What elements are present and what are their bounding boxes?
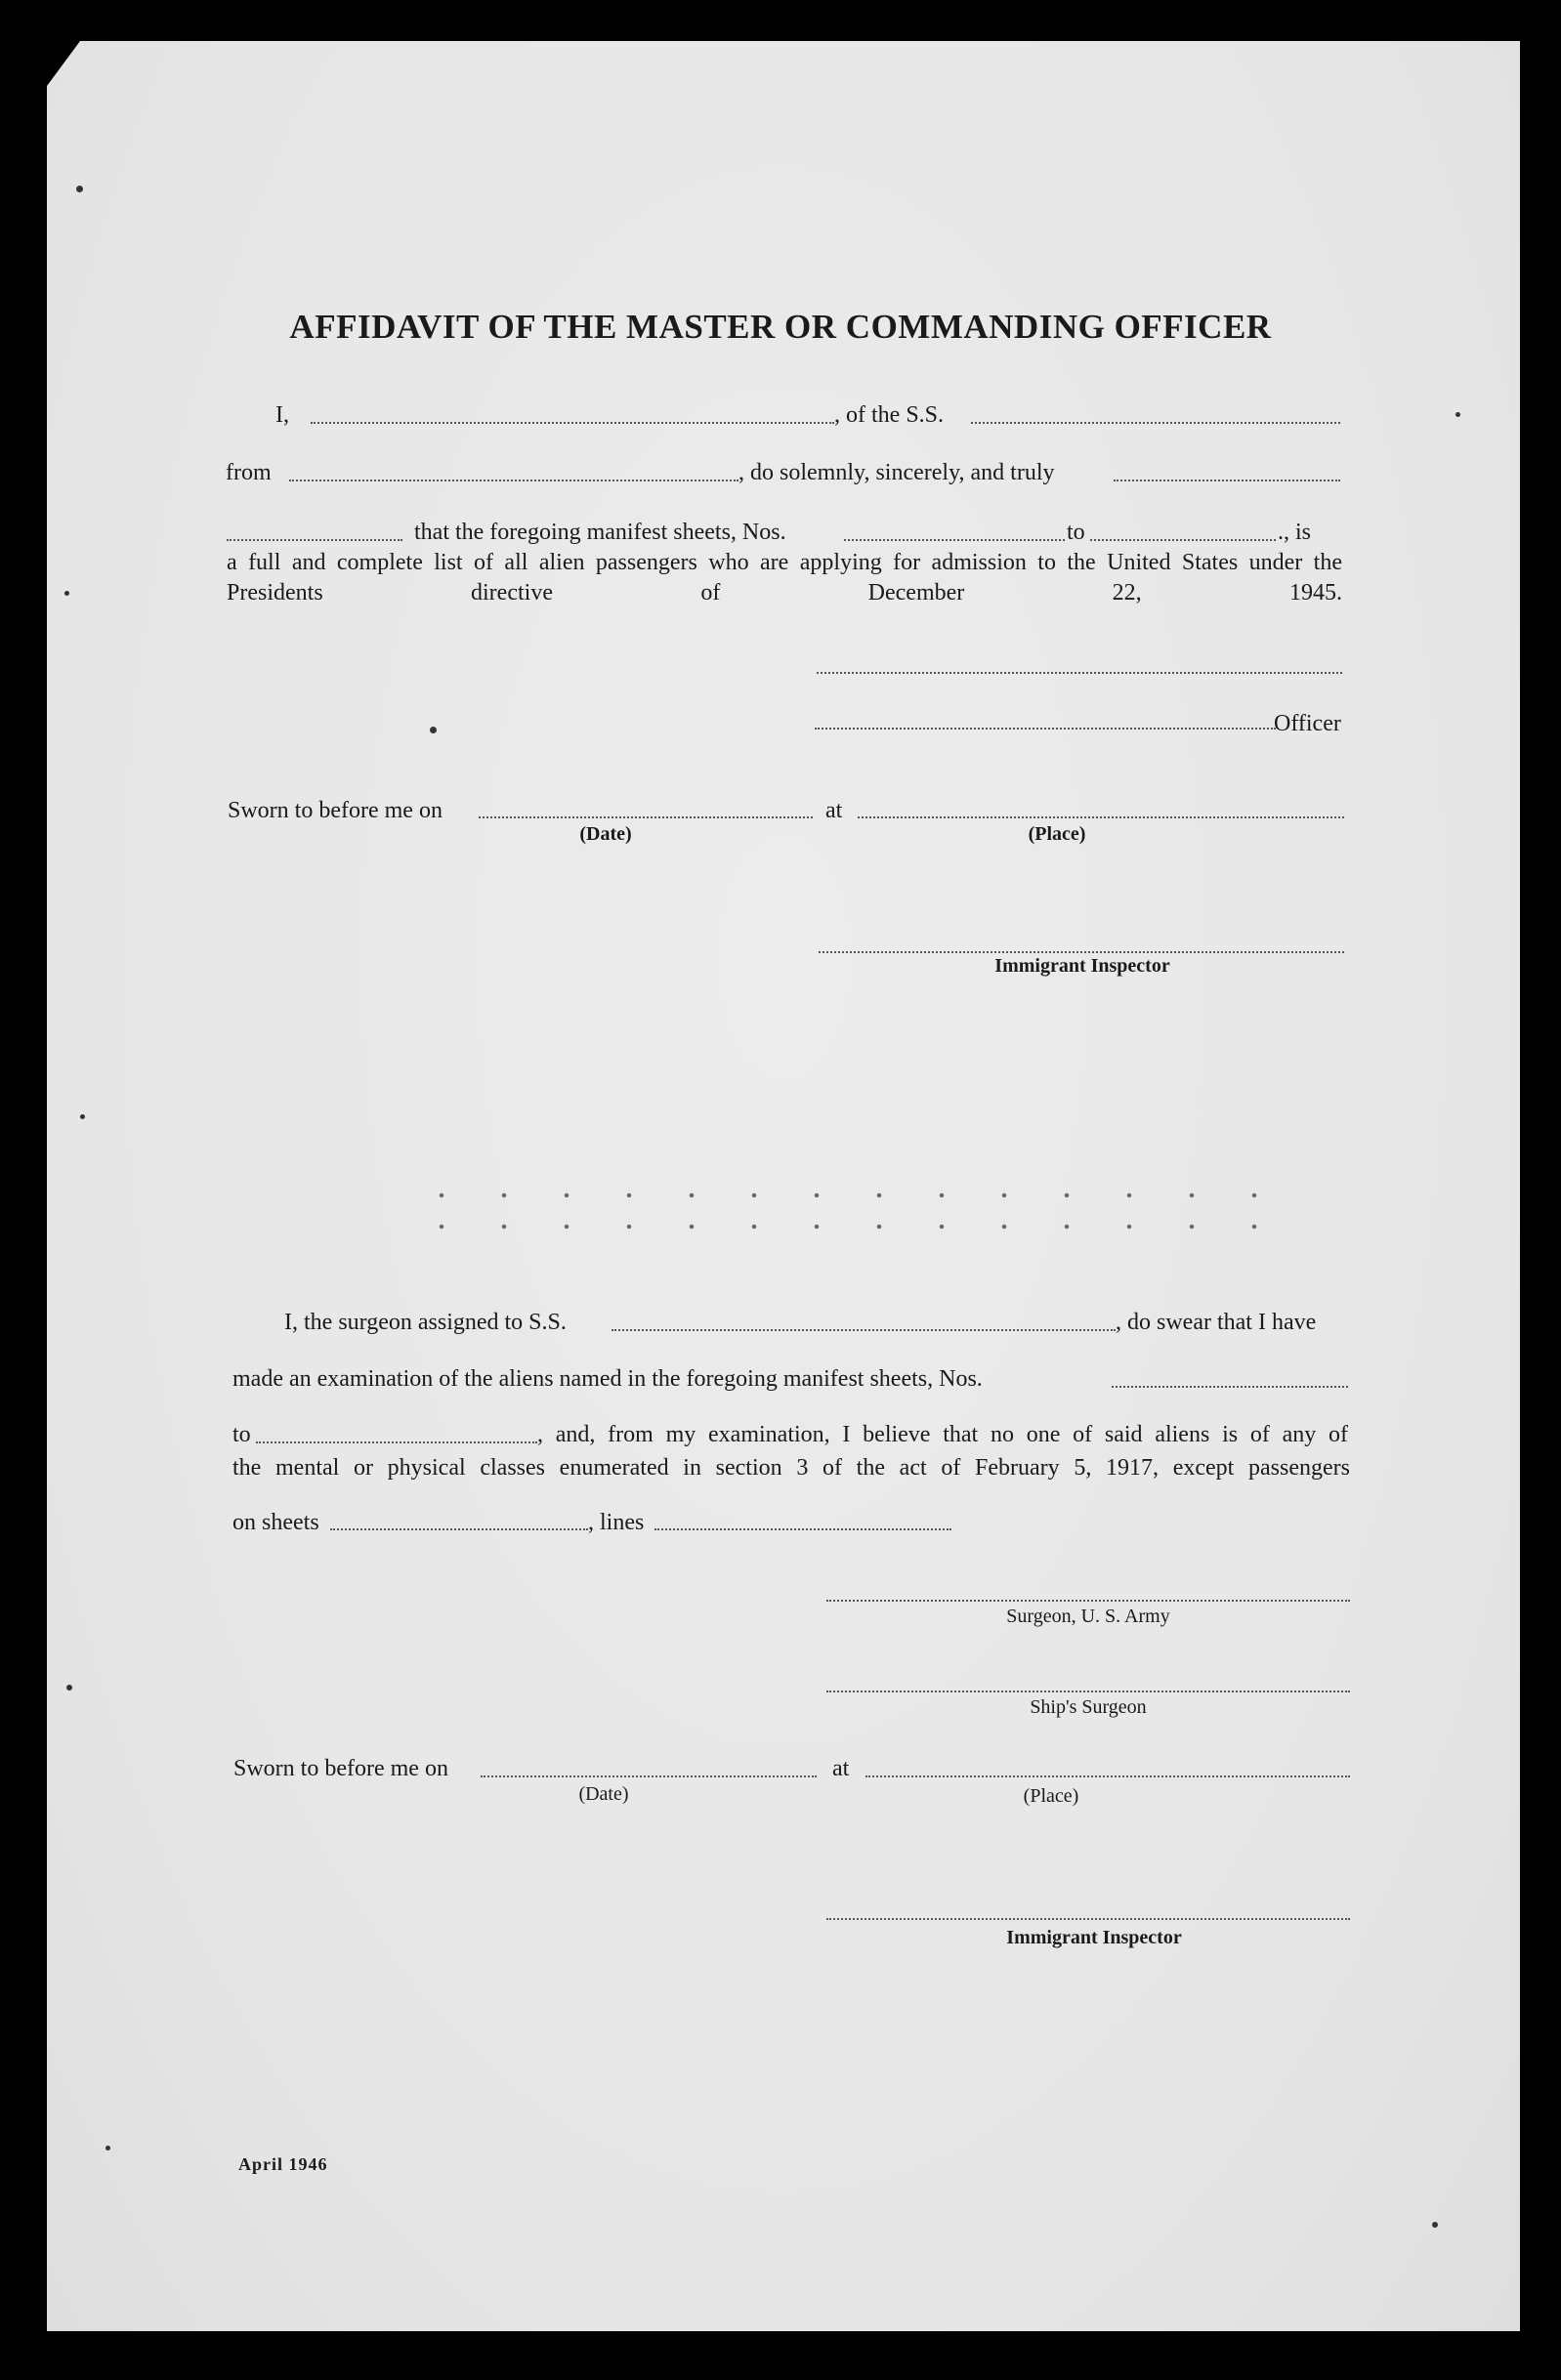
surgeon-line-3-start: to xyxy=(232,1422,251,1447)
sworn-label-2: Sworn to before me on xyxy=(233,1756,448,1781)
label-to: to xyxy=(1067,520,1085,545)
except-lines-field[interactable] xyxy=(654,1528,951,1530)
inspector-caption-1: Immigrant Inspector xyxy=(994,955,1170,977)
inspector-signature-line-1[interactable] xyxy=(819,951,1344,953)
surgeon-line-5-mid: , lines xyxy=(588,1510,645,1535)
oath-word-field-2[interactable] xyxy=(227,539,402,541)
surgeon-line-5-start: on sheets xyxy=(232,1510,319,1535)
label-of-ss: , of the S.S. xyxy=(834,402,945,428)
scan-speck xyxy=(76,186,83,192)
date-caption-2: (Date) xyxy=(578,1783,629,1805)
at-label-1: at xyxy=(825,798,843,823)
place-caption-2: (Place) xyxy=(1023,1785,1079,1807)
officer-signature-line-1[interactable] xyxy=(817,672,1342,674)
scan-speck xyxy=(1432,2222,1438,2228)
except-sheets-field[interactable] xyxy=(330,1528,588,1530)
at-label-2: at xyxy=(832,1756,850,1781)
ship-surgeon-caption: Ship's Surgeon xyxy=(1030,1696,1147,1718)
sworn-place-field-1[interactable] xyxy=(858,816,1344,818)
surgeon-sheets-from-field[interactable] xyxy=(1112,1386,1348,1388)
officer-label: Officer xyxy=(1274,711,1341,736)
sworn-place-field-2[interactable] xyxy=(865,1775,1350,1777)
surgeon-sheets-to-field[interactable] xyxy=(256,1441,537,1443)
master-name-field[interactable] xyxy=(311,422,834,424)
sheets-to-field[interactable] xyxy=(1090,539,1276,541)
scan-speck xyxy=(430,727,437,733)
document-title: AFFIDAVIT OF THE MASTER OR COMMANDING OFFICER xyxy=(289,308,1272,346)
label-manifest-sheets: that the foregoing manifest sheets, Nos. xyxy=(414,520,786,545)
section-divider xyxy=(410,1180,1309,1248)
from-port-field[interactable] xyxy=(289,480,738,481)
sworn-date-field-2[interactable] xyxy=(481,1775,817,1777)
folded-corner xyxy=(47,41,80,86)
army-surgeon-caption: Surgeon, U. S. Army xyxy=(1006,1606,1170,1627)
scan-speck xyxy=(64,591,69,596)
inspector-caption-2: Immigrant Inspector xyxy=(1006,1927,1182,1948)
oath-word-field[interactable] xyxy=(1114,480,1340,481)
surgeon-line-1-end: , do swear that I have xyxy=(1116,1310,1317,1335)
scan-speck xyxy=(66,1685,72,1691)
sworn-label-1: Sworn to before me on xyxy=(228,798,443,823)
scan-speck xyxy=(1456,412,1460,417)
label-from: from xyxy=(226,460,272,485)
inspector-signature-line-2[interactable] xyxy=(826,1918,1350,1920)
affidavit-statement: a full and complete list of all alien passengers who are applying for admission to the United States under the Presidents directive of December 22, 1945. xyxy=(227,550,1342,605)
ship-surgeon-signature-line[interactable] xyxy=(826,1691,1350,1692)
scan-speck xyxy=(80,1114,85,1119)
label-do-solemnly: , do solemnly, sincerely, and truly xyxy=(738,460,1055,485)
surgeon-line-3-end: , and, from my examination, I believe that no one of said aliens is of any of xyxy=(537,1422,1348,1447)
officer-signature-line-2[interactable] xyxy=(815,728,1276,730)
surgeon-line-4: the mental or physical classes enumerated in section 3 of the act of February 5, 1917, except passengers xyxy=(232,1455,1350,1481)
surgeon-ship-field[interactable] xyxy=(612,1329,1116,1331)
ship-name-field[interactable] xyxy=(971,422,1340,424)
place-caption-1: (Place) xyxy=(1028,823,1086,845)
form-date: April 1946 xyxy=(238,2154,328,2174)
scan-speck xyxy=(105,2146,110,2150)
label-is: ., is xyxy=(1278,520,1312,545)
surgeon-line-2: made an examination of the aliens named in the foregoing manifest sheets, Nos. xyxy=(232,1366,983,1392)
date-caption-1: (Date) xyxy=(579,823,632,845)
army-surgeon-signature-line[interactable] xyxy=(826,1600,1350,1602)
label-i: I, xyxy=(275,402,289,428)
sworn-date-field-1[interactable] xyxy=(479,816,813,818)
surgeon-line-1-start: I, the surgeon assigned to S.S. xyxy=(284,1310,567,1335)
sheets-from-field[interactable] xyxy=(844,539,1065,541)
